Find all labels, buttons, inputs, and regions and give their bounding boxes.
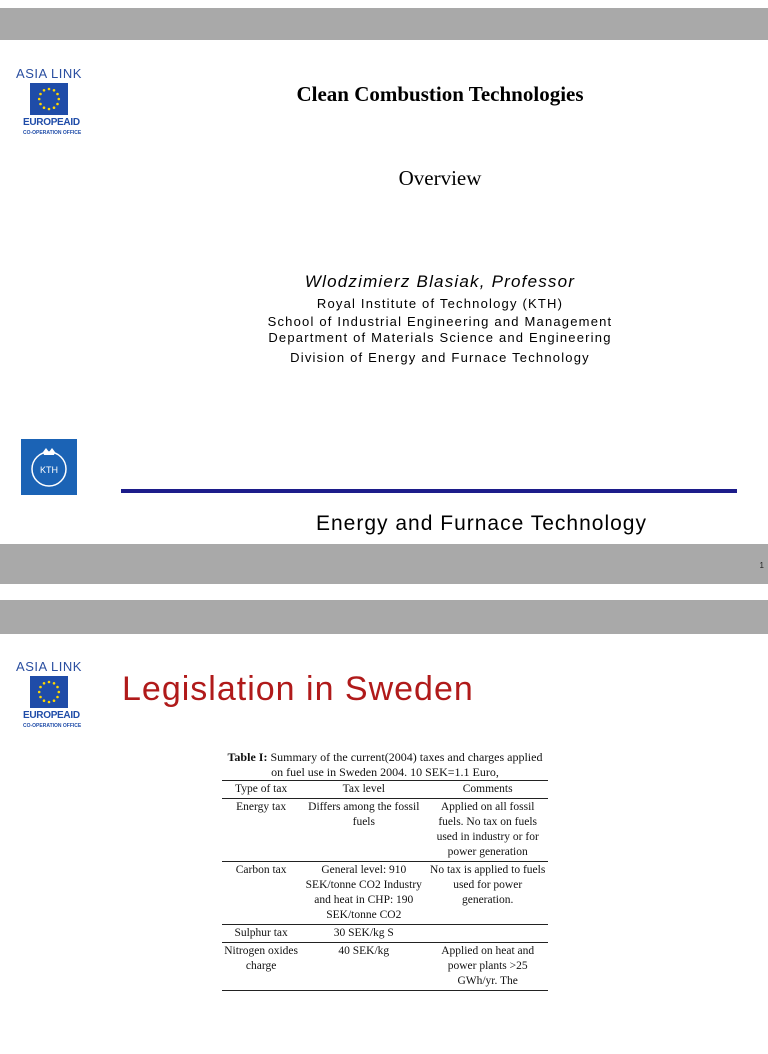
tax-table-block	[222, 750, 548, 991]
table-cell: Sulphur tax	[222, 925, 300, 943]
asia-link-logo-text-2: ASIA LINK	[16, 659, 82, 674]
slide1-bottom-band	[0, 544, 768, 584]
table-cell: Energy tax	[222, 799, 300, 862]
slide2-top-band	[0, 600, 768, 634]
presentation-title: Clean Combustion Technologies	[296, 82, 584, 106]
table-cell: Nitrogen oxides charge	[222, 943, 300, 991]
asia-link-logo-text: ASIA LINK	[16, 66, 82, 81]
table-row	[222, 862, 548, 925]
column-header: Tax level	[300, 781, 427, 799]
affiliation-school: School of Industrial Engineering and Management	[267, 314, 613, 329]
footer-rule	[121, 489, 737, 493]
affiliation-kth: Royal Institute of Technology (KTH)	[316, 296, 564, 311]
table-header-row	[222, 781, 548, 799]
table-cell: Applied on heat and power plants >25 GWh/yr. The	[427, 943, 548, 991]
table-cell: No tax is applied to fuels used for power generation.	[427, 862, 548, 925]
presentation-subtitle: Overview	[398, 166, 482, 190]
affiliation-department: Department of Materials Science and Engineering	[268, 330, 612, 345]
cooperation-office-label: CO-OPERATION OFFICE	[23, 130, 82, 136]
column-header: Comments	[427, 781, 548, 799]
table-caption-text: Summary of the current(2004) taxes and charges applied on fuel use in Sweden 2004. 10 SEK=1.1 Euro,	[270, 750, 543, 779]
column-header: Type of tax	[222, 781, 300, 799]
slide2-title: Legislation in Sweden	[122, 670, 474, 708]
table-cell: Carbon tax	[222, 862, 300, 925]
footer-label: Energy and Furnace Technology	[316, 512, 647, 535]
europeaid-label-2: EUROPEAID	[23, 710, 80, 721]
kth-logo-text: KTH	[40, 465, 58, 475]
table-cell: 40 SEK/kg	[300, 943, 427, 991]
author-name: Wlodzimierz Blasiak, Professor	[304, 272, 576, 291]
table-row	[222, 943, 548, 991]
affiliation-division: Division of Energy and Furnace Technology	[290, 350, 590, 365]
table-cell: General level: 910 SEK/tonne CO2 Industry and heat in CHP: 190 SEK/tonne CO2	[300, 862, 427, 925]
asia-link-logo-2	[9, 659, 89, 737]
tax-table	[222, 780, 548, 991]
kth-logo	[21, 439, 77, 495]
table-cell: Applied on all fossil fuels. No tax on fuels used in industry or for power generation	[427, 799, 548, 862]
cooperation-office-label-2: CO-OPERATION OFFICE	[23, 723, 82, 729]
eu-flag-icon	[30, 83, 68, 115]
table-cell	[427, 925, 548, 943]
eu-flag-icon-2	[30, 676, 68, 708]
europeaid-label: EUROPEAID	[23, 117, 80, 128]
table-cell: 30 SEK/kg S	[300, 925, 427, 943]
table-row	[222, 799, 548, 862]
asia-link-logo	[9, 66, 89, 144]
table-caption	[222, 750, 548, 780]
table-caption-label: Table I:	[227, 750, 268, 764]
table-cell: Differs among the fossil fuels	[300, 799, 427, 862]
table-row	[222, 925, 548, 943]
page-number: 1	[759, 561, 764, 570]
slide1-top-band	[0, 8, 768, 40]
